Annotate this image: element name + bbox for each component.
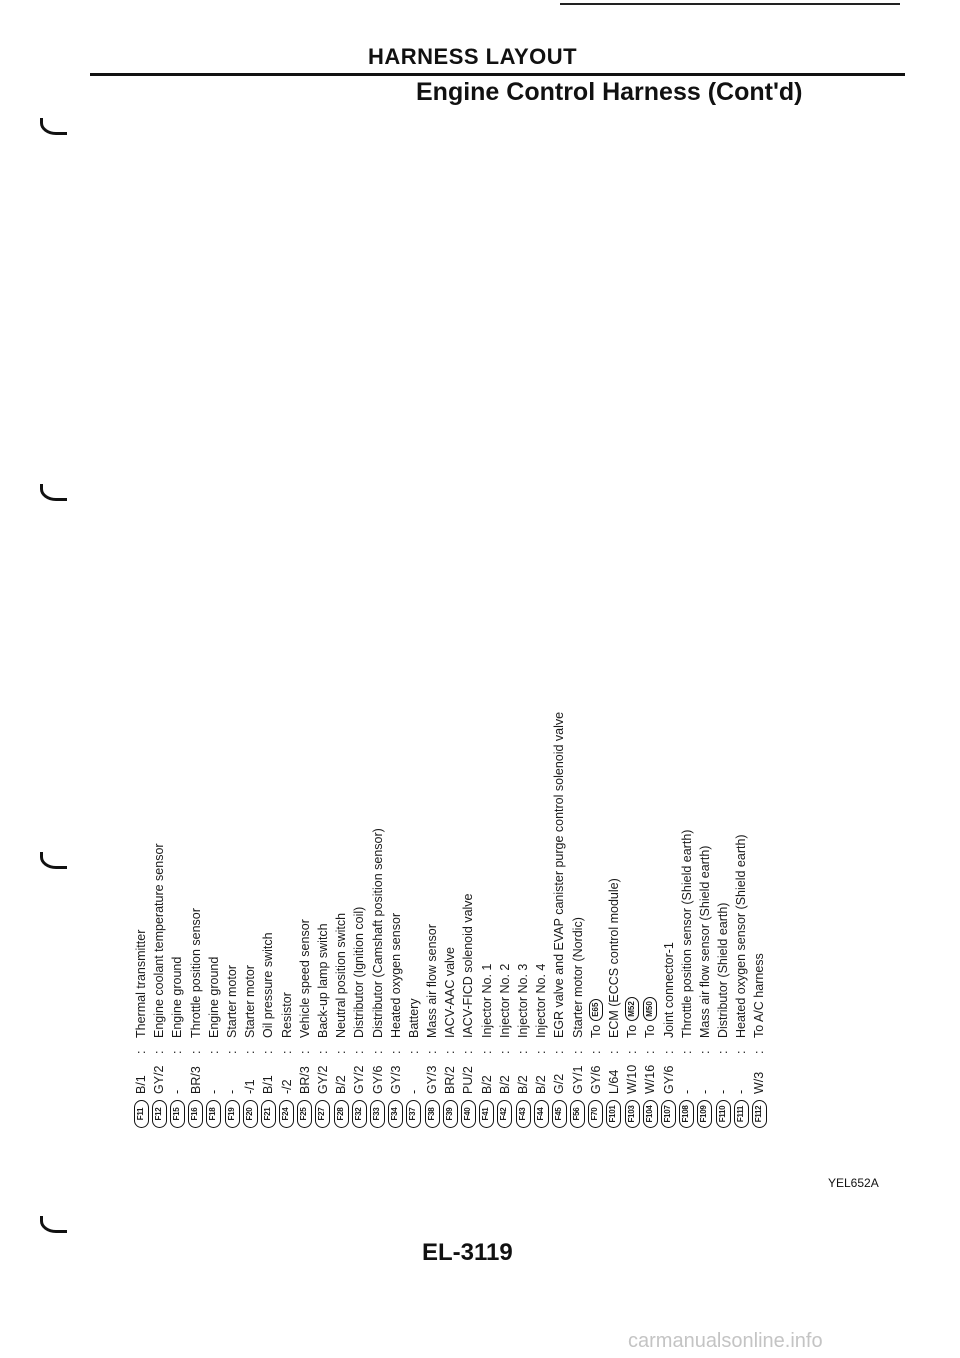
wire-spec: GY/6 <box>661 1065 676 1094</box>
separator: : <box>697 1050 712 1054</box>
connector-badge: F16 <box>188 1100 203 1128</box>
connector-description: Thermal transmitter <box>134 929 149 1038</box>
connector-description: Injector No. 3 <box>516 963 531 1038</box>
connector-row <box>569 508 587 1128</box>
connector-description: ECM (ECCS control module) <box>606 878 621 1038</box>
wire-spec: -/1 <box>243 1079 258 1094</box>
separator: : <box>570 1050 585 1054</box>
connector-row <box>350 508 368 1128</box>
connector-description: Joint connector-1 <box>661 942 676 1038</box>
connector-badge: F42 <box>497 1100 512 1128</box>
page-number: EL-3119 <box>422 1239 513 1266</box>
separator: : <box>752 1050 767 1054</box>
connector-badge: F41 <box>479 1100 494 1128</box>
connector-row <box>623 508 641 1128</box>
separator: : <box>315 1050 330 1054</box>
wire-spec: GY/2 <box>315 1065 330 1094</box>
connector-badge: F111 <box>734 1100 749 1128</box>
separator: : <box>370 1050 385 1054</box>
connector-description: Engine coolant temperature sensor <box>152 843 167 1038</box>
separator: : <box>534 1050 549 1054</box>
wire-spec: GY/6 <box>370 1065 385 1094</box>
wire-spec: B/2 <box>534 1075 549 1094</box>
connector-description: IACV-FICD solenoid valve <box>461 893 476 1038</box>
separator: : <box>206 1050 221 1054</box>
connector-badge: F18 <box>206 1100 221 1128</box>
connector-row <box>314 508 332 1128</box>
connector-description: Mass air flow sensor (Shield earth) <box>697 845 712 1038</box>
connector-row <box>168 508 186 1128</box>
connector-row <box>423 508 441 1128</box>
connector-badge: F19 <box>225 1100 240 1128</box>
connector-row <box>550 508 568 1128</box>
connector-row <box>132 508 150 1128</box>
wire-spec: B/2 <box>479 1075 494 1094</box>
figure-id: YEL652A <box>828 1176 879 1190</box>
connector-description: Engine ground <box>206 956 221 1038</box>
wire-spec: W/3 <box>752 1071 767 1094</box>
separator: : <box>243 1050 258 1054</box>
wire-spec: B/2 <box>516 1075 531 1094</box>
connector-row <box>387 508 405 1128</box>
separator: : <box>297 1050 312 1054</box>
connector-row <box>496 508 514 1128</box>
page-title: HARNESS LAYOUT <box>368 44 578 69</box>
connector-row <box>714 508 732 1128</box>
wire-spec: B/1 <box>261 1075 276 1094</box>
connector-badge: F25 <box>297 1100 312 1128</box>
connector-badge: F44 <box>534 1100 549 1128</box>
connector-row <box>605 508 623 1128</box>
separator: : <box>606 1050 621 1054</box>
separator: : <box>588 1050 603 1054</box>
header-rule <box>90 73 905 76</box>
target-connector-badge: M52 <box>625 997 639 1021</box>
connector-description: To <box>625 1024 640 1038</box>
connector-row <box>478 508 496 1128</box>
separator: : <box>334 1050 349 1054</box>
connector-badge: F109 <box>697 1100 712 1128</box>
connector-description: Neutral position switch <box>334 912 349 1038</box>
binding-mark <box>40 118 67 135</box>
connector-row <box>205 508 223 1128</box>
connector-description: Back-up lamp switch <box>315 923 330 1038</box>
connector-badge: F110 <box>716 1100 731 1128</box>
connector-row <box>405 508 423 1128</box>
connector-description: Oil pressure switch <box>261 932 276 1038</box>
connector-row <box>332 508 350 1128</box>
connector-badge: F24 <box>279 1100 294 1128</box>
wire-spec: - <box>406 1089 421 1094</box>
connector-row <box>278 508 296 1128</box>
connector-row <box>587 508 605 1128</box>
separator: : <box>716 1050 731 1054</box>
top-rule <box>560 3 900 5</box>
separator: : <box>170 1050 185 1054</box>
wire-spec: GY/3 <box>388 1065 403 1094</box>
connector-row <box>532 508 550 1128</box>
connector-description: Starter motor <box>243 965 258 1038</box>
connector-badge: F101 <box>606 1100 621 1128</box>
connector-badge: F21 <box>261 1100 276 1128</box>
wire-spec: W/10 <box>625 1064 640 1094</box>
wire-spec: BR/3 <box>297 1066 312 1094</box>
connector-description: Vehicle speed sensor <box>297 919 312 1038</box>
connector-description: Resistor <box>279 992 294 1038</box>
connector-badge: F37 <box>406 1100 421 1128</box>
connector-row <box>150 508 168 1128</box>
separator: : <box>679 1050 694 1054</box>
connector-description: EGR valve and EVAP canister purge control solenoid valve <box>552 711 567 1038</box>
connector-row <box>241 508 259 1128</box>
connector-badge: F104 <box>643 1100 658 1128</box>
wire-spec: - <box>225 1089 240 1094</box>
connector-description: Starter motor (Nordic) <box>570 917 585 1038</box>
page-subtitle: Engine Control Harness (Cont'd) <box>416 78 803 106</box>
wire-spec: GY/2 <box>152 1065 167 1094</box>
wire-spec: BR/2 <box>443 1066 458 1094</box>
connector-row <box>296 508 314 1128</box>
connector-badge: F28 <box>334 1100 349 1128</box>
separator: : <box>443 1050 458 1054</box>
connector-description: Distributor (Ignition coil) <box>352 906 367 1038</box>
wire-spec: GY/3 <box>425 1065 440 1094</box>
connector-row <box>441 508 459 1128</box>
connector-row <box>750 508 768 1128</box>
connector-description: Injector No. 1 <box>479 963 494 1038</box>
binding-mark <box>40 1216 67 1233</box>
separator: : <box>406 1050 421 1054</box>
separator: : <box>261 1050 276 1054</box>
wire-spec: GY/1 <box>570 1065 585 1094</box>
connector-row <box>696 508 714 1128</box>
separator: : <box>497 1050 512 1054</box>
wire-spec: - <box>206 1089 221 1094</box>
wire-spec: BR/3 <box>188 1066 203 1094</box>
separator: : <box>188 1050 203 1054</box>
connector-description: Throttle position sensor (Shield earth) <box>679 829 694 1038</box>
separator: : <box>388 1050 403 1054</box>
separator: : <box>425 1050 440 1054</box>
connector-row <box>368 508 386 1128</box>
connector-badge: F112 <box>752 1100 767 1128</box>
separator: : <box>552 1050 567 1054</box>
binding-mark <box>40 852 67 869</box>
connector-description: Distributor (Shield earth) <box>716 902 731 1038</box>
separator: : <box>625 1050 640 1054</box>
connector-badge: F38 <box>425 1100 440 1128</box>
wire-spec: - <box>679 1089 694 1094</box>
connector-row <box>514 508 532 1128</box>
connector-row <box>187 508 205 1128</box>
connector-description: Engine ground <box>170 956 185 1038</box>
connector-description: Injector No. 2 <box>497 963 512 1038</box>
connector-row <box>459 508 477 1128</box>
connector-badge: F34 <box>388 1100 403 1128</box>
separator: : <box>516 1050 531 1054</box>
connector-row <box>678 508 696 1128</box>
connector-row <box>732 508 750 1128</box>
wire-spec: GY/6 <box>588 1065 603 1094</box>
connector-badge: F20 <box>243 1100 258 1128</box>
separator: : <box>734 1050 749 1054</box>
connector-badge: F12 <box>152 1100 167 1128</box>
connector-row <box>223 508 241 1128</box>
connector-badge: F15 <box>170 1100 185 1128</box>
connector-description: Injector No. 4 <box>534 963 549 1038</box>
wire-spec: B/1 <box>134 1075 149 1094</box>
connector-list <box>132 508 769 1128</box>
connector-description: To A/C harness <box>752 953 767 1038</box>
separator: : <box>352 1050 367 1054</box>
connector-badge: F103 <box>625 1100 640 1128</box>
wire-spec: - <box>697 1089 712 1094</box>
separator: : <box>279 1050 294 1054</box>
separator: : <box>461 1050 476 1054</box>
connector-row <box>659 508 677 1128</box>
wire-spec: GY/2 <box>352 1065 367 1094</box>
wire-spec: PU/2 <box>461 1066 476 1094</box>
wire-spec: L/64 <box>606 1069 621 1094</box>
connector-badge: F107 <box>661 1100 676 1128</box>
connector-description: Heated oxygen sensor (Shield earth) <box>734 834 749 1038</box>
wire-spec: W/16 <box>643 1064 658 1094</box>
target-connector-badge: M50 <box>643 997 657 1021</box>
separator: : <box>134 1050 149 1054</box>
connector-description: Starter motor <box>225 965 240 1038</box>
connector-description: IACV-AAC valve <box>443 946 458 1038</box>
connector-description: Heated oxygen sensor <box>388 912 403 1038</box>
connector-badge: F45 <box>552 1100 567 1128</box>
connector-description: To <box>643 1024 658 1038</box>
connector-description: To <box>588 1024 603 1038</box>
separator: : <box>643 1050 658 1054</box>
wire-spec: - <box>716 1089 731 1094</box>
separator: : <box>479 1050 494 1054</box>
connector-badge: F27 <box>315 1100 330 1128</box>
connector-description: Mass air flow sensor <box>425 924 440 1038</box>
connector-badge: F43 <box>516 1100 531 1128</box>
separator: : <box>661 1050 676 1054</box>
connector-badge: F40 <box>461 1100 476 1128</box>
connector-badge: F32 <box>352 1100 367 1128</box>
connector-description: Throttle position sensor <box>188 908 203 1038</box>
connector-badge: F70 <box>588 1100 603 1128</box>
binding-mark <box>40 484 67 501</box>
connector-badge: F33 <box>370 1100 385 1128</box>
connector-row <box>641 508 659 1128</box>
connector-description: Battery <box>406 998 421 1038</box>
wire-spec: -/2 <box>279 1079 294 1094</box>
watermark: carmanualsonline.info <box>628 1330 823 1352</box>
connector-description: Distributor (Camshaft position sensor) <box>370 828 385 1038</box>
target-connector-badge: E65 <box>589 999 603 1021</box>
wire-spec: - <box>170 1089 185 1094</box>
connector-badge: F11 <box>134 1100 149 1128</box>
wire-spec: B/2 <box>497 1075 512 1094</box>
separator: : <box>225 1050 240 1054</box>
connector-list-rotated <box>132 508 767 1128</box>
connector-badge: F108 <box>679 1100 694 1128</box>
connector-badge: F56 <box>570 1100 585 1128</box>
wire-spec: - <box>734 1089 749 1094</box>
separator: : <box>152 1050 167 1054</box>
wire-spec: G/2 <box>552 1073 567 1094</box>
connector-row <box>259 508 277 1128</box>
wire-spec: B/2 <box>334 1075 349 1094</box>
connector-badge: F39 <box>443 1100 458 1128</box>
